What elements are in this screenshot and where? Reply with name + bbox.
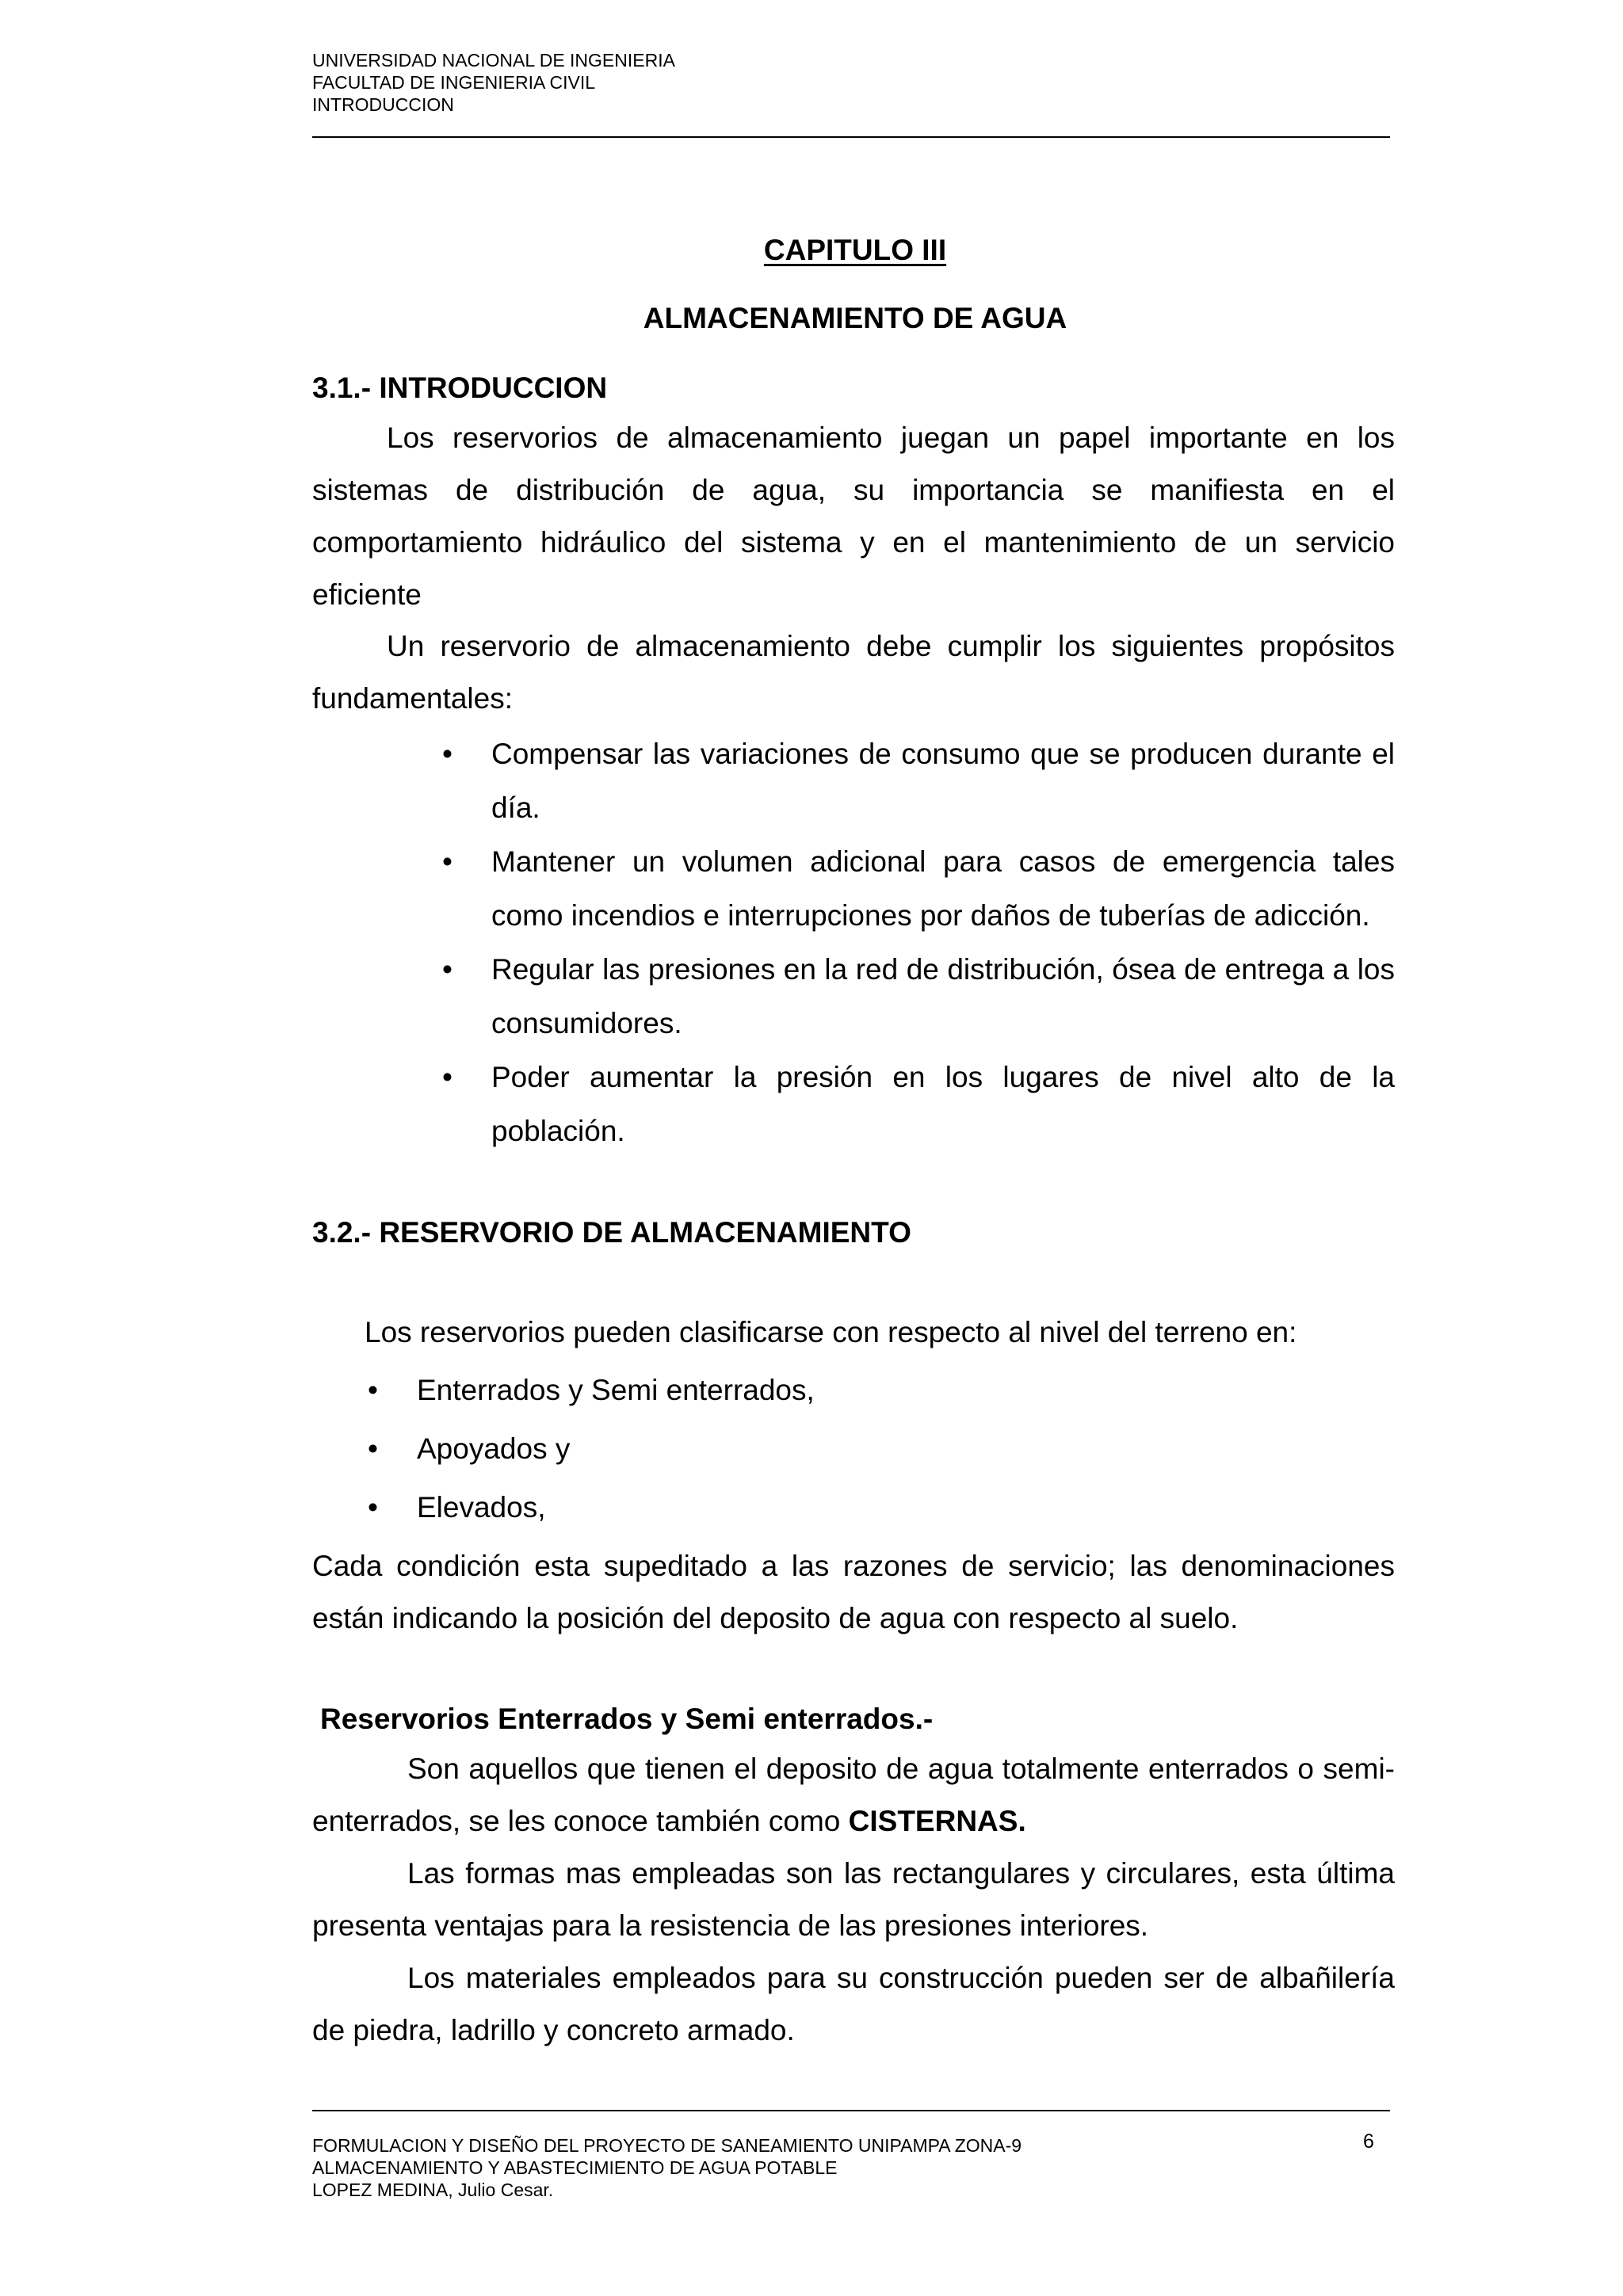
footer-rule bbox=[312, 2110, 1390, 2111]
list-item-text: Poder aumentar la presión en los lugares de nivel alto de la población. bbox=[491, 1061, 1395, 1147]
bullet-icon: • bbox=[368, 1432, 378, 1465]
page-footer bbox=[312, 2134, 1390, 2201]
enterrados-paragraph-2-text: Las formas mas empleadas son las rectangulares y circulares, esta última presenta ventajas para la resistencia de las presiones interiores. bbox=[312, 1857, 1395, 1942]
list-item bbox=[428, 943, 1395, 1051]
intro-paragraph-2-text: Un reservorio de almacenamiento debe cumplir los siguientes propósitos fundamentales: bbox=[312, 630, 1395, 715]
list-item bbox=[428, 835, 1395, 943]
list-item-text: Apoyados y bbox=[417, 1432, 571, 1465]
header-section: INTRODUCCION bbox=[312, 94, 454, 115]
enterrados-paragraph-3 bbox=[312, 1952, 1395, 2057]
footer-chapter: ALMACENAMIENTO Y ABASTECIMIENTO DE AGUA POTABLE bbox=[312, 2157, 838, 2178]
classification-list bbox=[368, 1361, 1319, 1537]
intro-paragraph-1-text: Los reservorios de almacenamiento juegan un papel importante en los sistemas de distribución de agua, su importancia se manifiesta en el comportamiento hidráulico del sistema y en el mantenimiento de un servicio eficiente bbox=[312, 421, 1395, 611]
cisternas-term: CISTERNAS. bbox=[848, 1805, 1026, 1837]
list-item bbox=[428, 1051, 1395, 1158]
header-rule bbox=[312, 136, 1390, 138]
header-university: UNIVERSIDAD NACIONAL DE INGENIERIA bbox=[312, 50, 675, 71]
list-item-text: Mantener un volumen adicional para casos de emergencia tales como incendios e interrupciones por daños de tuberías de adicción. bbox=[491, 845, 1395, 932]
classification-intro: Los reservorios pueden clasificarse con respecto al nivel del terreno en: bbox=[365, 1316, 1297, 1348]
bullet-icon: • bbox=[442, 845, 453, 878]
chapter-label: CAPITULO III bbox=[763, 234, 947, 266]
bullet-icon: • bbox=[442, 1061, 453, 1093]
intro-paragraph-2 bbox=[312, 620, 1395, 725]
header-faculty: FACULTAD DE INGENIERIA CIVIL bbox=[312, 72, 596, 93]
bullet-icon: • bbox=[368, 1491, 378, 1524]
list-item-text: Compensar las variaciones de consumo que se producen durante el día. bbox=[491, 738, 1395, 824]
section-heading-introduccion: 3.1.- INTRODUCCION bbox=[312, 372, 608, 404]
enterrados-paragraph-3-text: Los materiales empleados para su construcción pueden ser de albañilería de piedra, ladrillo y concreto armado. bbox=[312, 1962, 1395, 2046]
footer-author: LOPEZ MEDINA, Julio Cesar. bbox=[312, 2180, 554, 2200]
bullet-icon: • bbox=[442, 953, 453, 986]
bullet-icon: • bbox=[442, 738, 453, 770]
list-item bbox=[368, 1420, 1319, 1478]
section-heading-reservorio: 3.2.- RESERVORIO DE ALMACENAMIENTO bbox=[312, 1216, 911, 1249]
list-item-text: Elevados, bbox=[417, 1491, 546, 1524]
list-item bbox=[428, 727, 1395, 835]
purposes-list bbox=[428, 727, 1395, 1158]
list-item bbox=[368, 1478, 1319, 1537]
page-header bbox=[312, 49, 1390, 116]
bullet-icon: • bbox=[368, 1374, 378, 1406]
list-item bbox=[368, 1361, 1319, 1420]
enterrados-paragraph-2 bbox=[312, 1848, 1395, 1952]
subsection-heading-enterrados: Reservorios Enterrados y Semi enterrados.- bbox=[320, 1703, 934, 1735]
intro-paragraph-1 bbox=[312, 412, 1395, 621]
list-item-text: Regular las presiones en la red de distribución, ósea de entrega a los consumidores. bbox=[491, 953, 1395, 1039]
list-item-text: Enterrados y Semi enterrados, bbox=[417, 1374, 815, 1406]
enterrados-paragraph-1 bbox=[312, 1743, 1395, 1848]
page-number: 6 bbox=[1363, 2130, 1374, 2153]
footer-project: FORMULACION Y DISEÑO DEL PROYECTO DE SANEAMIENTO UNIPAMPA ZONA-9 bbox=[312, 2135, 1022, 2156]
classification-paragraph: Cada condición esta supeditado a las razones de servicio; las denominaciones están indicando la posición del deposito de agua con respecto al suelo. bbox=[312, 1550, 1395, 1634]
chapter-title: ALMACENAMIENTO DE AGUA bbox=[643, 302, 1067, 334]
enterrados-paragraph-1-text: Son aquellos que tienen el deposito de agua totalmente enterrados o semi-enterrados, se les conoce también como bbox=[312, 1753, 1395, 1837]
